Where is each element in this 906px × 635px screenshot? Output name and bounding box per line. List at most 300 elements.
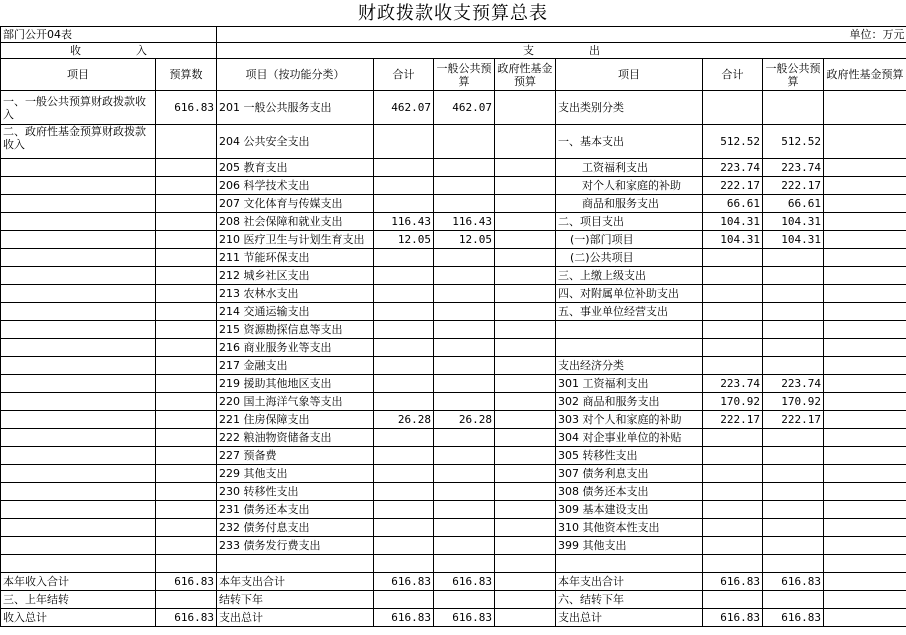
empty-cell xyxy=(156,267,217,285)
func-item-total: 116.43 xyxy=(374,213,434,231)
empty-cell xyxy=(824,91,906,125)
func-item-label: 213 农林水支出 xyxy=(217,285,374,303)
empty-cell xyxy=(824,537,906,555)
total-func-general: 616.83 xyxy=(434,573,495,591)
type-item-general xyxy=(763,321,824,339)
type-item-general xyxy=(763,249,824,267)
type-item-total xyxy=(703,91,763,125)
empty-cell xyxy=(495,195,556,213)
type-item-general: 170.92 xyxy=(763,393,824,411)
unit-label: 单位：万元 xyxy=(824,27,906,43)
type-item-general xyxy=(763,357,824,375)
empty-cell xyxy=(495,285,556,303)
expense-header: 支 出 xyxy=(217,43,906,59)
empty-cell xyxy=(824,249,906,267)
func-item-general: 116.43 xyxy=(434,213,495,231)
func-item-general xyxy=(434,321,495,339)
col-item: 项目 xyxy=(1,59,156,91)
empty-cell xyxy=(824,125,906,159)
empty-cell xyxy=(824,609,906,627)
type-item-general xyxy=(763,267,824,285)
table-row xyxy=(1,321,906,339)
empty-cell xyxy=(824,357,906,375)
empty-cell xyxy=(763,555,824,573)
empty-cell xyxy=(1,195,156,213)
total-type-total: 616.83 xyxy=(703,609,763,627)
empty-cell xyxy=(495,91,556,125)
col-item2: 项目 xyxy=(556,59,703,91)
empty-cell xyxy=(156,249,217,267)
empty-cell xyxy=(495,303,556,321)
empty-cell xyxy=(495,267,556,285)
empty-cell xyxy=(156,411,217,429)
type-item-general xyxy=(763,501,824,519)
type-item-label: 三、上缴上级支出 xyxy=(556,267,703,285)
func-item-label: 230 转移性支出 xyxy=(217,483,374,501)
type-item-general xyxy=(763,465,824,483)
type-item-total: 104.31 xyxy=(703,231,763,249)
table-row xyxy=(1,537,906,555)
table-row xyxy=(1,483,906,501)
type-item-general xyxy=(763,91,824,125)
type-item-total: 104.31 xyxy=(703,213,763,231)
empty-cell xyxy=(495,125,556,159)
type-item-general: 223.74 xyxy=(763,375,824,393)
func-item-label: 220 国土海洋气象等支出 xyxy=(217,393,374,411)
func-item-general: 26.28 xyxy=(434,411,495,429)
type-item-label: 支出类别分类 xyxy=(556,91,703,125)
empty-cell xyxy=(156,537,217,555)
income-general-value: 616.83 xyxy=(156,91,217,125)
empty-cell xyxy=(824,303,906,321)
empty-cell xyxy=(1,285,156,303)
func-item-label: 232 债务付息支出 xyxy=(217,519,374,537)
empty-cell xyxy=(703,555,763,573)
empty-cell xyxy=(1,231,156,249)
total-income-value: 616.83 xyxy=(156,573,217,591)
empty-cell xyxy=(824,195,906,213)
func-item-label: 227 预备费 xyxy=(217,447,374,465)
func-item-label: 229 其他支出 xyxy=(217,465,374,483)
type-item-general: 222.17 xyxy=(763,411,824,429)
type-item-label xyxy=(556,339,703,357)
type-item-total xyxy=(703,249,763,267)
empty-cell xyxy=(495,375,556,393)
func-item-label: 211 节能环保支出 xyxy=(217,249,374,267)
table-row xyxy=(1,213,906,231)
empty-cell xyxy=(824,465,906,483)
type-item-label: 支出经济分类 xyxy=(556,357,703,375)
type-item-total: 223.74 xyxy=(703,375,763,393)
type-item-total xyxy=(703,285,763,303)
type-item-general xyxy=(763,483,824,501)
empty-cell xyxy=(495,321,556,339)
spacer-row xyxy=(1,555,906,573)
table-row xyxy=(1,231,906,249)
total-type-general xyxy=(763,591,824,609)
empty-cell xyxy=(495,447,556,465)
empty-cell xyxy=(495,537,556,555)
func-item-total xyxy=(374,465,434,483)
empty-cell xyxy=(495,429,556,447)
empty-cell xyxy=(156,303,217,321)
empty-cell xyxy=(156,125,217,159)
empty-cell xyxy=(156,159,217,177)
col-general2: 一般公共预算 xyxy=(763,59,824,91)
type-item-label: 对个人和家庭的补助 xyxy=(556,177,703,195)
income-header: 收 入 xyxy=(1,43,217,59)
empty-cell xyxy=(495,519,556,537)
func-item-general xyxy=(434,519,495,537)
func-item-label: 221 住房保障支出 xyxy=(217,411,374,429)
type-item-label: 309 基本建设支出 xyxy=(556,501,703,519)
col-general: 一般公共预算 xyxy=(434,59,495,91)
empty-cell xyxy=(1,411,156,429)
empty-cell xyxy=(495,483,556,501)
empty-cell xyxy=(824,177,906,195)
col-fund2: 政府性基金预算 xyxy=(824,59,906,91)
empty-cell xyxy=(156,483,217,501)
empty-cell xyxy=(1,249,156,267)
total-type-total xyxy=(703,591,763,609)
empty-cell xyxy=(156,213,217,231)
empty-cell xyxy=(824,285,906,303)
empty-cell xyxy=(824,375,906,393)
total-func-general: 616.83 xyxy=(434,609,495,627)
type-item-general xyxy=(763,537,824,555)
empty-cell xyxy=(495,357,556,375)
empty-cell xyxy=(1,537,156,555)
func-item-general xyxy=(434,375,495,393)
empty-cell xyxy=(824,159,906,177)
type-item-total xyxy=(703,321,763,339)
empty-cell xyxy=(495,177,556,195)
type-item-total: 222.17 xyxy=(703,411,763,429)
type-item-label: 308 债务还本支出 xyxy=(556,483,703,501)
empty-cell xyxy=(824,447,906,465)
empty-cell xyxy=(824,555,906,573)
empty-cell xyxy=(495,609,556,627)
type-item-label: 四、对附属单位补助支出 xyxy=(556,285,703,303)
func-item-label: 216 商业服务业等支出 xyxy=(217,339,374,357)
func-item-total: 462.07 xyxy=(374,91,434,125)
empty-cell xyxy=(156,231,217,249)
empty-cell xyxy=(156,429,217,447)
func-item-label: 201 一般公共服务支出 xyxy=(217,91,374,125)
type-item-total xyxy=(703,339,763,357)
type-item-total: 223.74 xyxy=(703,159,763,177)
func-item-general xyxy=(434,125,495,159)
type-item-total xyxy=(703,447,763,465)
empty-cell xyxy=(824,411,906,429)
table-row xyxy=(1,519,906,537)
func-item-label: 210 医疗卫生与计划生育支出 xyxy=(217,231,374,249)
table-row xyxy=(1,91,906,125)
empty-cell xyxy=(1,339,156,357)
type-item-label: 五、事业单位经营支出 xyxy=(556,303,703,321)
total-func-label: 本年支出合计 xyxy=(217,573,374,591)
type-item-label: 一、基本支出 xyxy=(556,125,703,159)
empty-cell xyxy=(1,519,156,537)
func-item-general xyxy=(434,285,495,303)
func-item-total xyxy=(374,429,434,447)
total-func-total xyxy=(374,591,434,609)
func-item-total: 12.05 xyxy=(374,231,434,249)
type-item-label xyxy=(556,321,703,339)
budget-table xyxy=(0,26,906,627)
func-item-general xyxy=(434,447,495,465)
empty-cell xyxy=(556,555,703,573)
empty-cell xyxy=(156,465,217,483)
empty-cell xyxy=(495,555,556,573)
empty-cell xyxy=(495,465,556,483)
type-item-total xyxy=(703,465,763,483)
table-row xyxy=(1,267,906,285)
table-row xyxy=(1,411,906,429)
empty-cell xyxy=(434,555,495,573)
empty-cell xyxy=(1,321,156,339)
empty-cell xyxy=(495,213,556,231)
empty-cell xyxy=(1,267,156,285)
total-type-general: 616.83 xyxy=(763,573,824,591)
empty-cell xyxy=(156,501,217,519)
total-type-general: 616.83 xyxy=(763,609,824,627)
func-item-label: 231 债务还本支出 xyxy=(217,501,374,519)
func-item-general xyxy=(434,249,495,267)
empty-cell xyxy=(824,519,906,537)
type-item-total xyxy=(703,429,763,447)
table-row xyxy=(1,375,906,393)
empty-cell xyxy=(217,555,374,573)
total-row xyxy=(1,591,906,609)
func-item-general xyxy=(434,501,495,519)
empty-cell xyxy=(156,285,217,303)
func-item-total xyxy=(374,393,434,411)
func-item-general xyxy=(434,429,495,447)
table-row xyxy=(1,393,906,411)
empty-cell xyxy=(1,303,156,321)
type-item-general xyxy=(763,429,824,447)
empty-cell xyxy=(156,195,217,213)
type-item-total: 66.61 xyxy=(703,195,763,213)
func-item-general xyxy=(434,339,495,357)
type-item-total: 512.52 xyxy=(703,125,763,159)
empty-cell xyxy=(156,357,217,375)
type-item-general: 104.31 xyxy=(763,231,824,249)
func-item-general xyxy=(434,393,495,411)
empty-cell xyxy=(1,357,156,375)
type-item-general xyxy=(763,447,824,465)
func-item-total xyxy=(374,177,434,195)
func-item-general: 12.05 xyxy=(434,231,495,249)
type-item-label: 302 商品和服务支出 xyxy=(556,393,703,411)
type-item-label: (二)公共项目 xyxy=(556,249,703,267)
func-item-label: 208 社会保障和就业支出 xyxy=(217,213,374,231)
empty-cell xyxy=(1,213,156,231)
empty-cell xyxy=(495,573,556,591)
empty-cell xyxy=(1,393,156,411)
empty-cell xyxy=(824,393,906,411)
type-item-general xyxy=(763,303,824,321)
empty-cell xyxy=(495,231,556,249)
table-row xyxy=(1,159,906,177)
empty-cell xyxy=(824,591,906,609)
type-item-total xyxy=(703,483,763,501)
type-item-general: 66.61 xyxy=(763,195,824,213)
func-item-label: 204 公共安全支出 xyxy=(217,125,374,159)
func-item-general xyxy=(434,357,495,375)
total-type-total: 616.83 xyxy=(703,573,763,591)
empty-cell xyxy=(824,321,906,339)
table-row xyxy=(1,465,906,483)
income-fund-label: 二、政府性基金预算财政拨款收入 xyxy=(1,125,156,159)
empty-cell xyxy=(1,159,156,177)
type-item-general: 104.31 xyxy=(763,213,824,231)
func-item-total xyxy=(374,447,434,465)
func-item-total xyxy=(374,357,434,375)
empty-cell xyxy=(156,447,217,465)
empty-cell xyxy=(495,159,556,177)
empty-cell xyxy=(824,231,906,249)
func-item-label: 206 科学技术支出 xyxy=(217,177,374,195)
income-general-label: 一、一般公共预算财政拨款收入 xyxy=(1,91,156,125)
table-row xyxy=(1,249,906,267)
empty-cell xyxy=(156,555,217,573)
total-type-label: 支出总计 xyxy=(556,609,703,627)
type-item-label: 303 对个人和家庭的补助 xyxy=(556,411,703,429)
empty-cell xyxy=(156,375,217,393)
total-income-label: 三、上年结转 xyxy=(1,591,156,609)
func-item-label: 205 教育支出 xyxy=(217,159,374,177)
type-item-general: 222.17 xyxy=(763,177,824,195)
table-row xyxy=(1,339,906,357)
table-row xyxy=(1,195,906,213)
empty-cell xyxy=(824,213,906,231)
total-income-label: 本年收入合计 xyxy=(1,573,156,591)
table-row xyxy=(1,357,906,375)
func-item-total xyxy=(374,249,434,267)
total-income-value: 616.83 xyxy=(156,609,217,627)
empty-cell xyxy=(824,483,906,501)
func-item-total xyxy=(374,321,434,339)
func-item-total: 26.28 xyxy=(374,411,434,429)
type-item-label: 307 债务利息支出 xyxy=(556,465,703,483)
empty-cell xyxy=(495,339,556,357)
empty-cell xyxy=(824,339,906,357)
type-item-label: 二、项目支出 xyxy=(556,213,703,231)
func-item-general xyxy=(434,195,495,213)
func-item-total xyxy=(374,125,434,159)
type-item-total: 170.92 xyxy=(703,393,763,411)
total-row xyxy=(1,609,906,627)
total-func-label: 支出总计 xyxy=(217,609,374,627)
type-item-label: 305 转移性支出 xyxy=(556,447,703,465)
table-row xyxy=(1,177,906,195)
func-item-label: 222 粮油物资储备支出 xyxy=(217,429,374,447)
func-item-total xyxy=(374,195,434,213)
type-item-label: 工资福利支出 xyxy=(556,159,703,177)
func-item-general xyxy=(434,159,495,177)
total-func-total: 616.83 xyxy=(374,609,434,627)
table-row xyxy=(1,285,906,303)
func-item-general xyxy=(434,483,495,501)
func-item-total xyxy=(374,267,434,285)
empty-cell xyxy=(156,339,217,357)
empty-cell xyxy=(1,375,156,393)
type-item-total xyxy=(703,519,763,537)
func-item-label: 215 资源勘探信息等支出 xyxy=(217,321,374,339)
col-item-func: 项目（按功能分类） xyxy=(217,59,374,91)
total-income-label: 收入总计 xyxy=(1,609,156,627)
empty-cell xyxy=(156,321,217,339)
empty-cell xyxy=(495,411,556,429)
func-item-total xyxy=(374,375,434,393)
type-item-label: 304 对企事业单位的补贴 xyxy=(556,429,703,447)
empty-cell xyxy=(156,393,217,411)
total-type-label: 本年支出合计 xyxy=(556,573,703,591)
func-item-general xyxy=(434,177,495,195)
type-item-label: 301 工资福利支出 xyxy=(556,375,703,393)
type-item-general: 223.74 xyxy=(763,159,824,177)
col-budget: 预算数 xyxy=(156,59,217,91)
table-row xyxy=(1,429,906,447)
func-item-label: 219 援助其他地区支出 xyxy=(217,375,374,393)
type-item-general xyxy=(763,285,824,303)
total-type-label: 六、结转下年 xyxy=(556,591,703,609)
form-number: 部门公开04表 xyxy=(1,27,217,43)
type-item-total: 222.17 xyxy=(703,177,763,195)
empty-cell xyxy=(1,483,156,501)
empty-cell xyxy=(1,429,156,447)
total-func-general xyxy=(434,591,495,609)
empty-cell xyxy=(824,267,906,285)
empty-cell xyxy=(1,501,156,519)
func-item-general xyxy=(434,267,495,285)
total-func-label: 结转下年 xyxy=(217,591,374,609)
func-item-total xyxy=(374,159,434,177)
type-item-label: 商品和服务支出 xyxy=(556,195,703,213)
col-fund: 政府性基金预算 xyxy=(495,59,556,91)
func-item-total xyxy=(374,537,434,555)
type-item-total xyxy=(703,537,763,555)
func-item-label: 212 城乡社区支出 xyxy=(217,267,374,285)
table-row xyxy=(1,303,906,321)
empty-cell xyxy=(824,573,906,591)
total-income-value xyxy=(156,591,217,609)
func-item-general: 462.07 xyxy=(434,91,495,125)
empty-cell xyxy=(495,591,556,609)
func-item-label: 217 金融支出 xyxy=(217,357,374,375)
func-item-general xyxy=(434,537,495,555)
func-item-label: 214 交通运输支出 xyxy=(217,303,374,321)
type-item-label: (一)部门项目 xyxy=(556,231,703,249)
type-item-general: 512.52 xyxy=(763,125,824,159)
type-item-total xyxy=(703,267,763,285)
empty-cell xyxy=(824,429,906,447)
empty-cell xyxy=(156,519,217,537)
func-item-label: 207 文化体育与传媒支出 xyxy=(217,195,374,213)
type-item-label: 399 其他支出 xyxy=(556,537,703,555)
table-row xyxy=(1,501,906,519)
type-item-general xyxy=(763,519,824,537)
func-item-total xyxy=(374,519,434,537)
table-row xyxy=(1,125,906,159)
col-total2: 合计 xyxy=(703,59,763,91)
col-total: 合计 xyxy=(374,59,434,91)
func-item-total xyxy=(374,285,434,303)
func-item-label: 233 债务发行费支出 xyxy=(217,537,374,555)
func-item-general xyxy=(434,303,495,321)
